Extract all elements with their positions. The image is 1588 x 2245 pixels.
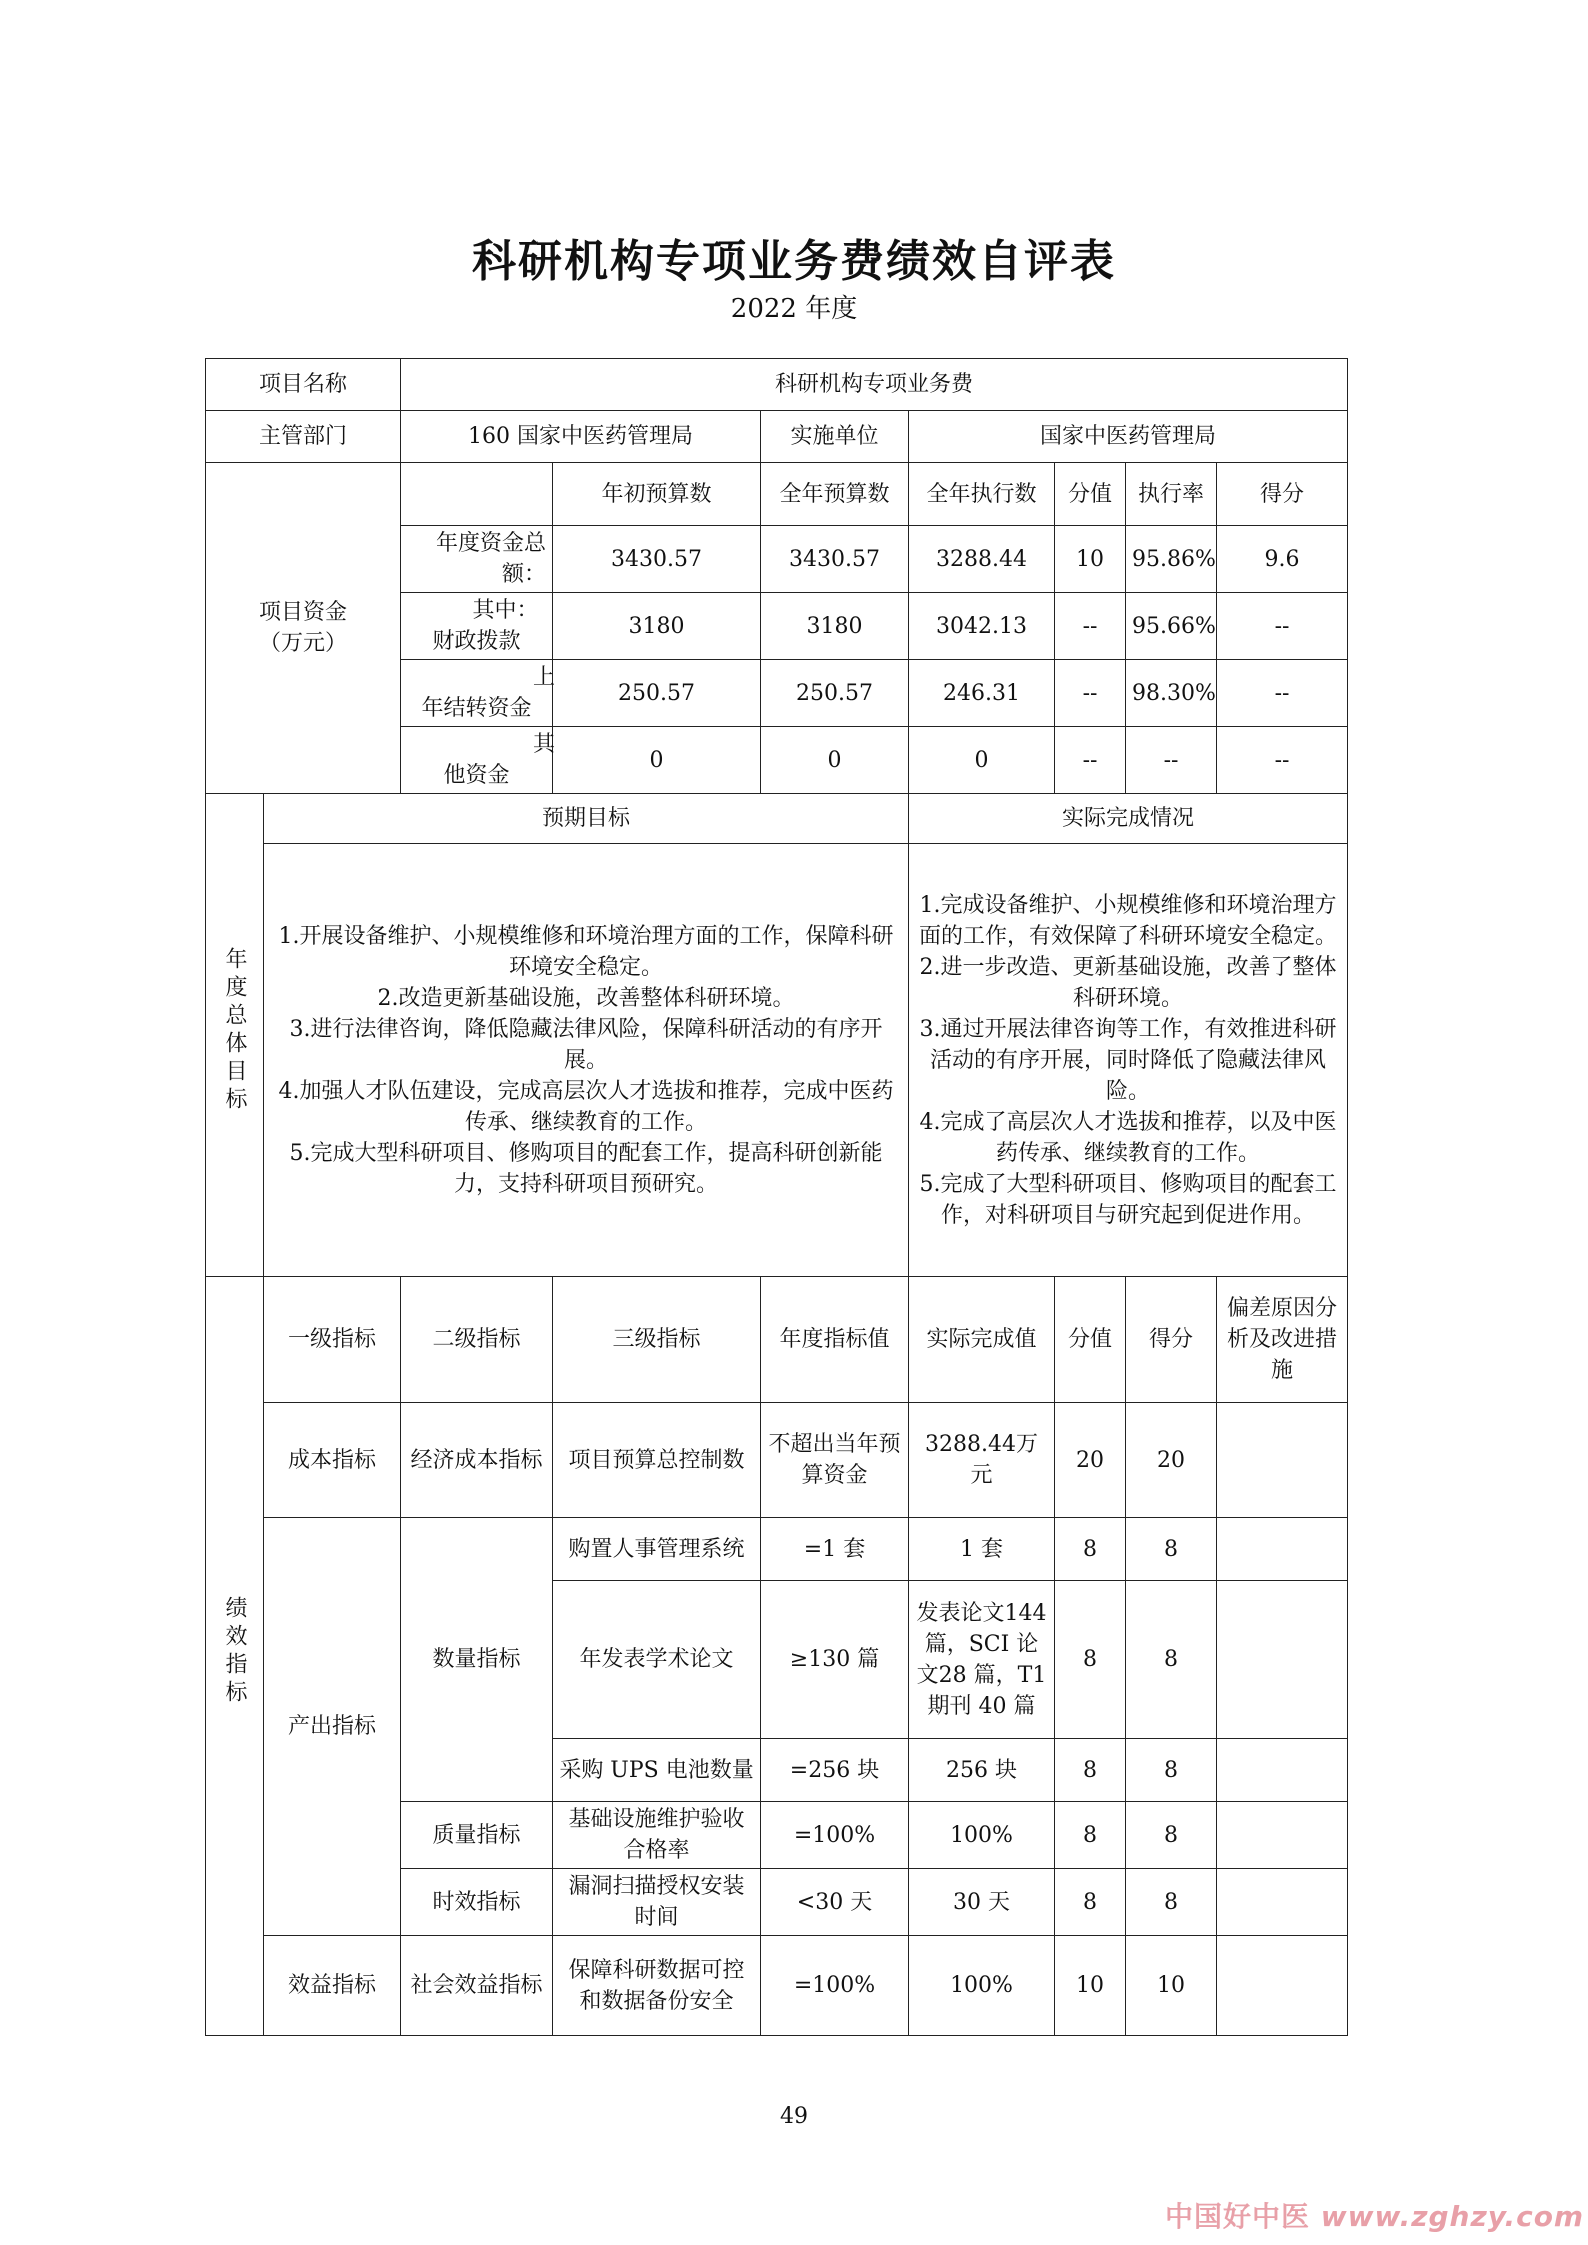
indicators-label <box>206 1277 264 2036</box>
funds-cell: -- <box>1217 727 1348 794</box>
funds-cell: 0 <box>909 727 1055 794</box>
funds-cell: 95.86% <box>1126 526 1217 593</box>
funds-cell: 3180 <box>553 593 761 660</box>
ind-remark <box>1217 1869 1348 1936</box>
evaluation-table <box>205 358 1348 2036</box>
funds-row-name: 其中：财政拨款 <box>401 593 553 660</box>
funds-cell: -- <box>1217 660 1348 727</box>
expected-goal-item: 3.进行法律咨询，降低隐藏法律风险，保障科研活动的有序开展。 <box>289 1016 883 1073</box>
ind-remark <box>1217 1518 1348 1581</box>
funds-cell: 3430.57 <box>761 526 909 593</box>
funds-cell: 0 <box>553 727 761 794</box>
ind-l2: 社会效益指标 <box>401 1936 553 2036</box>
funds-label <box>206 463 401 794</box>
funds-col-header: 分值 <box>1055 463 1126 526</box>
funds-row-name: 上年结转资金 <box>401 660 553 727</box>
ind-got: 10 <box>1126 1936 1217 2036</box>
funds-col-header: 得分 <box>1217 463 1348 526</box>
ind-got: 8 <box>1126 1518 1217 1581</box>
funds-cell: 250.57 <box>761 660 909 727</box>
funds-cell: 3180 <box>761 593 909 660</box>
watermark <box>1165 2195 1584 2235</box>
ind-target: =256 块 <box>761 1739 909 1802</box>
funds-cell: -- <box>1217 593 1348 660</box>
funds-cell: 98.30% <box>1126 660 1217 727</box>
expected-goal-item: 5.完成大型科研项目、修购项目的配套工作，提高科研创新能力，支持科研项目预研究。 <box>289 1140 883 1197</box>
ind-score: 8 <box>1055 1739 1126 1802</box>
dept-label: 主管部门 <box>206 411 401 463</box>
expected-goals-header: 预期目标 <box>264 794 909 844</box>
funds-row-name: 年度资金总额： <box>401 526 553 593</box>
output-l1: 产出指标 <box>264 1518 401 1936</box>
ind-remark <box>1217 1936 1348 2036</box>
ind-target: <30 天 <box>761 1869 909 1936</box>
funds-col-header: 全年预算数 <box>761 463 909 526</box>
ind-actual: 256 块 <box>909 1739 1055 1802</box>
ind-col-header: 二级指标 <box>401 1277 553 1403</box>
ind-got: 8 <box>1126 1869 1217 1936</box>
ind-col-header: 偏差原因分析及改进措施 <box>1217 1277 1348 1403</box>
ind-got: 8 <box>1126 1739 1217 1802</box>
ind-actual: 发表论文144 篇，SCI 论文28 篇，T1期刊 40 篇 <box>909 1581 1055 1739</box>
expected-goal-item: 1.开展设备维护、小规模维修和环境治理方面的工作，保障科研环境安全稳定。 <box>278 923 894 980</box>
ind-got: 8 <box>1126 1802 1217 1869</box>
indicators-label-text: 绩效指标 <box>222 1595 247 1708</box>
ind-actual: 1 套 <box>909 1518 1055 1581</box>
funds-cell: 3430.57 <box>553 526 761 593</box>
page-number: 49 <box>780 2104 808 2129</box>
ind-target: =1 套 <box>761 1518 909 1581</box>
funds-col-header: 年初预算数 <box>553 463 761 526</box>
ind-actual: 3288.44万元 <box>909 1403 1055 1518</box>
ind-target: =100% <box>761 1936 909 2036</box>
ind-col-header: 实际完成值 <box>909 1277 1055 1403</box>
ind-col-header: 一级指标 <box>264 1277 401 1403</box>
ind-col-header: 年度指标值 <box>761 1277 909 1403</box>
funds-cell: -- <box>1055 727 1126 794</box>
funds-cell: 246.31 <box>909 660 1055 727</box>
ind-remark <box>1217 1403 1348 1518</box>
funds-cell: 3042.13 <box>909 593 1055 660</box>
ind-score: 8 <box>1055 1581 1126 1739</box>
indicator-row <box>206 1936 1348 2036</box>
funds-corner <box>401 463 553 526</box>
ind-target: ≥130 篇 <box>761 1581 909 1739</box>
actual-goal-item: 3.通过开展法律咨询等工作，有效推进科研活动的有序开展，同时降低了隐藏法律风险。 <box>919 1016 1337 1104</box>
funds-cell: -- <box>1055 593 1126 660</box>
ind-actual: 100% <box>909 1802 1055 1869</box>
ind-got: 20 <box>1126 1403 1217 1518</box>
ind-col-header: 得分 <box>1126 1277 1217 1403</box>
ind-l3: 年发表学术论文 <box>553 1581 761 1739</box>
ind-target: =100% <box>761 1802 909 1869</box>
funds-cell: -- <box>1055 660 1126 727</box>
actual-goal-item: 4.完成了高层次人才选拔和推荐，以及中医药传承、继续教育的工作。 <box>919 1109 1337 1166</box>
funds-cell: 250.57 <box>553 660 761 727</box>
funds-row-name: 其他资金 <box>401 727 553 794</box>
ind-remark <box>1217 1581 1348 1739</box>
impl-label: 实施单位 <box>761 411 909 463</box>
ind-actual: 30 天 <box>909 1869 1055 1936</box>
funds-cell: 95.66% <box>1126 593 1217 660</box>
funds-cell: 3288.44 <box>909 526 1055 593</box>
expected-goals <box>264 844 909 1277</box>
ind-remark <box>1217 1802 1348 1869</box>
ind-l3: 漏洞扫描授权安装时间 <box>553 1869 761 1936</box>
watermark-cn: 中国好中医 <box>1165 2200 1311 2233</box>
indicator-row <box>206 1403 1348 1518</box>
funds-col-header: 执行率 <box>1126 463 1217 526</box>
goals-label-text: 年度总体目标 <box>222 946 247 1115</box>
impl-value: 国家中医药管理局 <box>909 411 1348 463</box>
goals-label <box>206 794 264 1277</box>
ind-col-header: 三级指标 <box>553 1277 761 1403</box>
ind-l1: 效益指标 <box>264 1936 401 2036</box>
actual-goal-item: 1.完成设备维护、小规模维修和环境治理方面的工作，有效保障了科研环境安全稳定。 <box>919 892 1338 949</box>
funds-cell: 10 <box>1055 526 1126 593</box>
report-year: 2022 年度 <box>730 294 858 324</box>
ind-l2: 经济成本指标 <box>401 1403 553 1518</box>
funds-cell: 9.6 <box>1217 526 1348 593</box>
ind-l2: 质量指标 <box>401 1802 553 1869</box>
ind-remark <box>1217 1739 1348 1802</box>
funds-label-line1: 项目资金 <box>259 600 348 625</box>
ind-l3: 基础设施维护验收合格率 <box>553 1802 761 1869</box>
project-name-label: 项目名称 <box>206 359 401 411</box>
qty-l2: 数量指标 <box>401 1518 553 1802</box>
expected-goal-item: 4.加强人才队伍建设，完成高层次人才选拔和推荐，完成中医药传承、继续教育的工作。 <box>278 1078 894 1135</box>
ind-score: 8 <box>1055 1802 1126 1869</box>
ind-l1: 成本指标 <box>264 1403 401 1518</box>
page-title: 科研机构专项业务费绩效自评表 <box>472 236 1116 287</box>
ind-l2: 时效指标 <box>401 1869 553 1936</box>
funds-col-header: 全年执行数 <box>909 463 1055 526</box>
ind-l3: 购置人事管理系统 <box>553 1518 761 1581</box>
ind-l3: 项目预算总控制数 <box>553 1403 761 1518</box>
watermark-url: www.zghzy.com <box>1320 2200 1585 2233</box>
funds-cell: -- <box>1126 727 1217 794</box>
ind-target: 不超出当年预算资金 <box>761 1403 909 1518</box>
funds-label-line2: （万元） <box>259 631 348 656</box>
ind-score: 10 <box>1055 1936 1126 2036</box>
ind-l3: 保障科研数据可控和数据备份安全 <box>553 1936 761 2036</box>
funds-cell: 0 <box>761 727 909 794</box>
ind-actual: 100% <box>909 1936 1055 2036</box>
ind-col-header: 分值 <box>1055 1277 1126 1403</box>
actual-goals-header: 实际完成情况 <box>909 794 1348 844</box>
dept-value: 160 国家中医药管理局 <box>401 411 761 463</box>
expected-goal-item: 2.改造更新基础设施，改善整体科研环境。 <box>377 985 795 1011</box>
ind-score: 8 <box>1055 1518 1126 1581</box>
indicator-row <box>206 1518 1348 1581</box>
actual-goal-item: 2.进一步改造、更新基础设施，改善了整体科研环境。 <box>919 954 1337 1011</box>
project-name: 科研机构专项业务费 <box>401 359 1348 411</box>
ind-got: 8 <box>1126 1581 1217 1739</box>
ind-l3: 采购 UPS 电池数量 <box>553 1739 761 1802</box>
ind-score: 20 <box>1055 1403 1126 1518</box>
actual-goals <box>909 844 1348 1277</box>
actual-goal-item: 5.完成了大型科研项目、修购项目的配套工作，对科研项目与研究起到促进作用。 <box>919 1171 1337 1228</box>
ind-score: 8 <box>1055 1869 1126 1936</box>
